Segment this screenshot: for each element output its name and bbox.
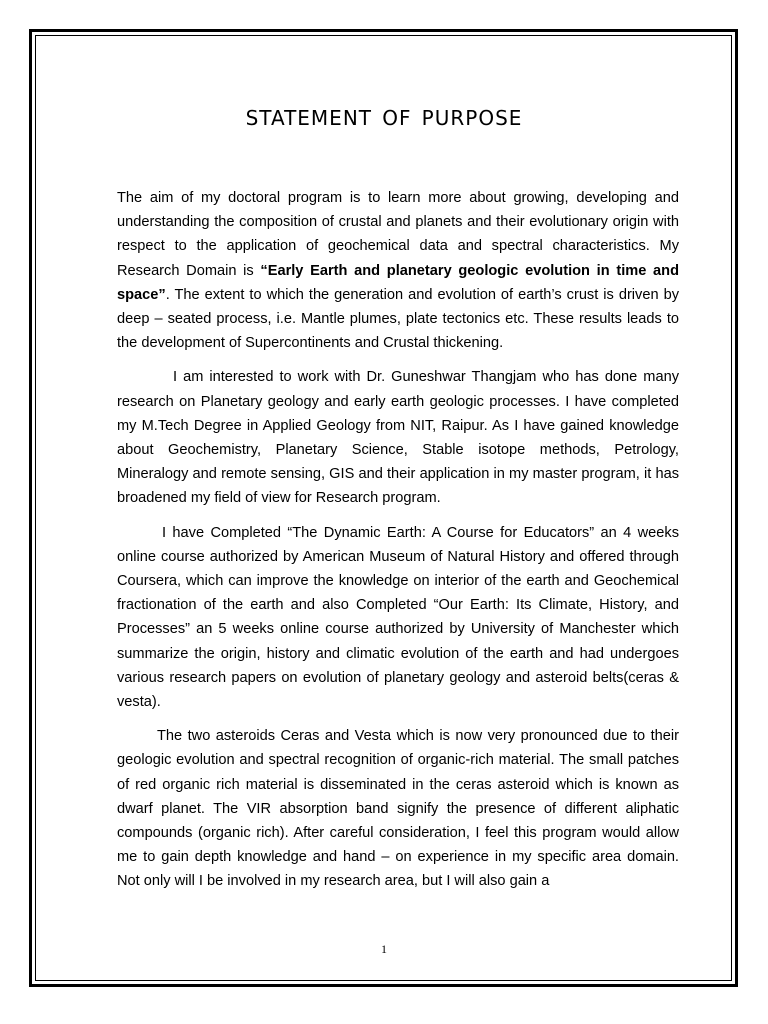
paragraph-1-rest: . The extent to which the generation and evolution of earth’s crust is driven by deep – seated process, i.e. Mantle plumes, plate tectonics etc. These results leads to the development of Supercontinents and Crustal thickening. xyxy=(117,286,679,352)
paragraph-1 xyxy=(117,186,679,355)
page-number: 1 xyxy=(381,942,387,956)
paragraph-1-intro: The aim of my doctoral program is to learn more about growing, developing and understanding the composition of crustal and planets and their evolutionary origin with respect to the application of geochemical data and spectral characteristics. My Research Domain is xyxy=(117,190,679,279)
document-body xyxy=(117,186,679,904)
document-title: statement of purpose xyxy=(245,98,523,132)
research-domain-emphasis: “Early Earth and planetary geologic evolution in time and space” xyxy=(117,262,680,303)
paragraph-4: The two asteroids Ceras and Vesta which is now very pronounced due to their geologic evolution and spectral recognition of organic-rich material. The small patches of red organic rich material is disseminated in the ceras asteroid which is known as dwarf planet. The VIR absorption band signify the presence of different aliphatic compounds (organic rich). After careful consideration, I feel this program would allow me to gain depth knowledge and hand – on experience in my specific area domain. Not only will I be involved in my research area, but I will also gain a xyxy=(117,728,679,890)
paragraph-3: I have Completed “The Dynamic Earth: A Course for Educators” an 4 weeks online course authorized by American Museum of Natural History and offered through Coursera, which can improve the knowledge on interior of the earth and Geochemical fractionation of the earth and also Completed “Our Earth: Its Climate, History, and Processes” an 5 weeks online course authorized by University of Manchester which summarize the origin, history and climatic evolution of the earth and had undergoes various research papers on evolution of planetary geology and asteroid belts(ceras & vesta). xyxy=(117,524,679,711)
paragraph-2: I am interested to work with Dr. Guneshwar Thangjam who has done many research on Planetary geology and early earth geologic processes. I have completed my M.Tech Degree in Applied Geology from NIT, Raipur. As I have gained knowledge about Geochemistry, Planetary Science, Stable isotope methods, Petrology, Mineralogy and remote sensing, GIS and their application in my master program, it has broadened my field of view for Research program. xyxy=(117,369,679,507)
